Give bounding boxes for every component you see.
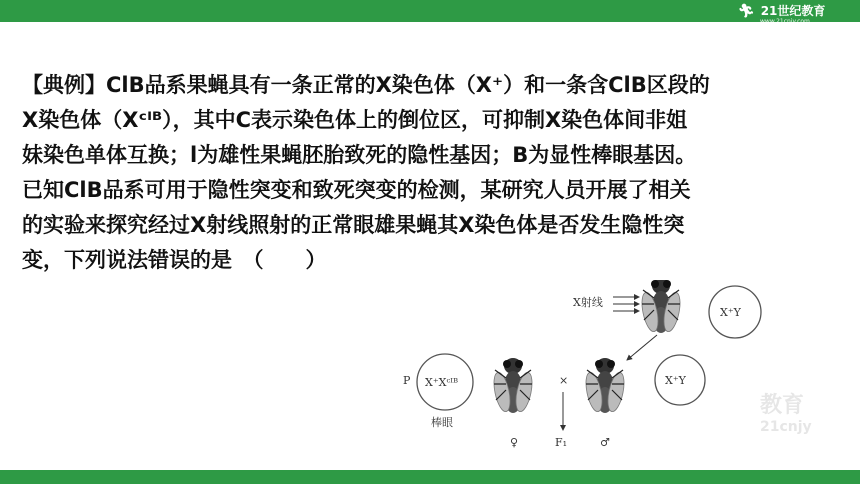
mutant-male-fly-image [583, 358, 627, 413]
question-line: X染色体（Xᶜᴵᴮ），其中C表示染色体上的倒位区，可抑制X染色体间非姐 [22, 108, 688, 132]
xray-label: X射线 [573, 296, 603, 309]
watermark-text: 教育 [760, 393, 805, 418]
f1-label: F₁ [555, 436, 568, 449]
logo-url: www.21cnjy.com [760, 18, 810, 25]
question-line: 妹染色单体互换；l为雄性果蝇胚胎致死的隐性基因；B为显性棒眼基因。 [22, 143, 697, 167]
diagram-svg [395, 280, 775, 470]
xray-arrows [613, 297, 639, 311]
question-line: 的实验来探究经过X射线照射的正常眼雄果蝇其X染色体是否发生隐性突 [22, 213, 685, 237]
female-genotype: X⁺Xᶜᴵᴮ [425, 376, 459, 389]
female-fly-image [491, 358, 535, 413]
mutant-genotype: X⁺Y [665, 374, 686, 387]
watermark-subtext: 21cnjy [760, 419, 812, 435]
question-line: 已知ClB品系可用于隐性突变和致死突变的检测，某研究人员开展了相关 [22, 178, 691, 202]
experiment-diagram [395, 280, 775, 470]
bottom-banner [0, 470, 860, 484]
question-text [22, 68, 842, 278]
female-symbol: ♀ [510, 436, 519, 449]
male-fly-image [639, 280, 683, 333]
question-line: 【典例】ClB品系果蝇具有一条正常的X染色体（X⁺）和一条含ClB区段的 [22, 73, 710, 97]
p-label: P [403, 374, 411, 387]
logo-text: 21世纪教育 [760, 4, 826, 18]
male-genotype: X⁺Y [720, 306, 741, 319]
male-symbol: ♂ [600, 436, 610, 449]
cross-symbol: × [559, 374, 569, 387]
brand-logo [738, 2, 858, 25]
top-banner [0, 0, 860, 25]
question-line: 变，下列说法错误的是 （ ） [22, 248, 327, 272]
watermark-logo [760, 394, 840, 440]
mutation-arrow [627, 335, 657, 360]
runner-icon: 🏃︎ [738, 4, 755, 19]
bar-eye-label: 棒眼 [431, 416, 453, 429]
